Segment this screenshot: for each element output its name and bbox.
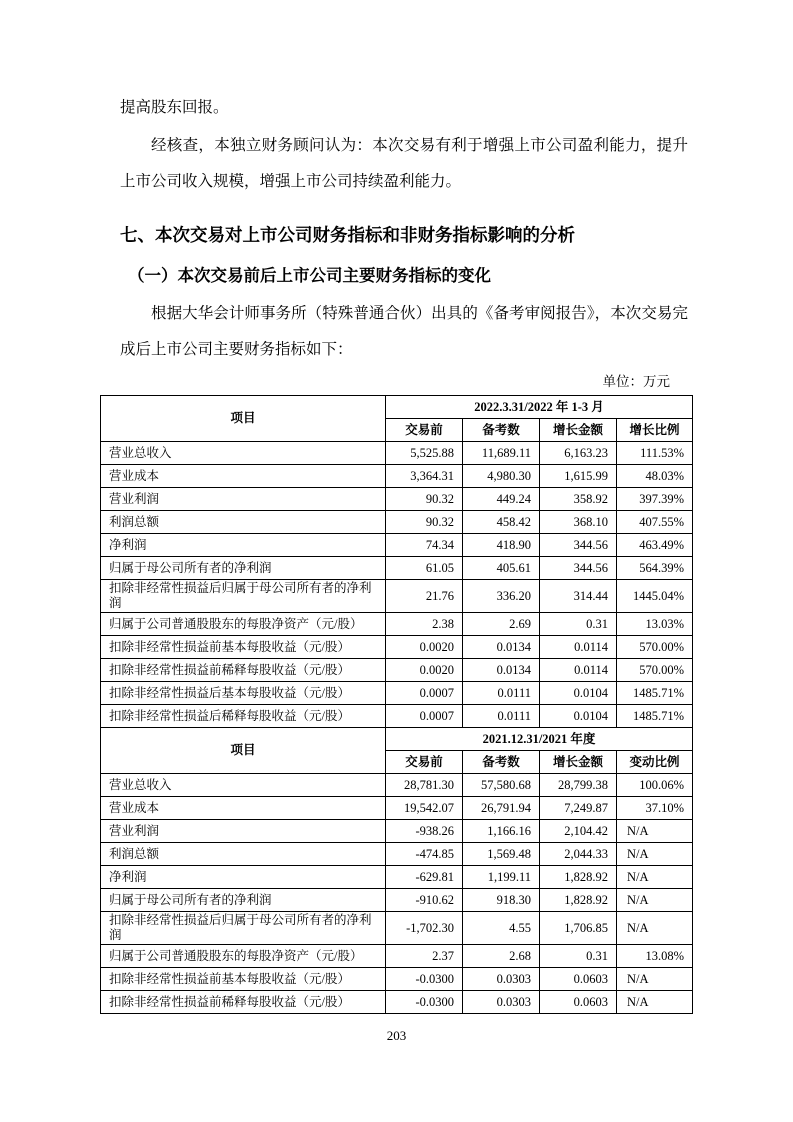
table-row — [101, 843, 693, 866]
value-cell: 458.42 — [463, 511, 540, 534]
value-cell: 11,689.11 — [463, 442, 540, 465]
value-cell: 0.0603 — [540, 968, 617, 991]
row-label: 归属于公司普通股股东的每股净资产（元/股） — [101, 945, 386, 968]
paragraph-opinion: 经核查，本独立财务顾问认为：本次交易有利于增强上市公司盈利能力，提升上市公司收入规模，增强上市公司持续盈利能力。 — [120, 137, 688, 190]
value-cell: -629.81 — [386, 866, 463, 889]
value-cell: 4,980.30 — [463, 465, 540, 488]
table-row — [101, 465, 693, 488]
financial-table-body — [101, 396, 693, 1014]
value-cell: 0.0303 — [463, 991, 540, 1014]
column-header: 交易前 — [386, 419, 463, 442]
row-label: 扣除非经常性损益后归属于母公司所有者的净利润 — [101, 912, 386, 945]
value-cell: 13.08% — [617, 945, 693, 968]
value-cell: 1445.04% — [617, 580, 693, 613]
row-label: 营业利润 — [101, 820, 386, 843]
table-header-row — [101, 396, 693, 419]
value-cell: 0.31 — [540, 945, 617, 968]
row-label: 扣除非经常性损益后稀释每股收益（元/股） — [101, 705, 386, 728]
value-cell: 0.0303 — [463, 968, 540, 991]
row-label: 营业总收入 — [101, 774, 386, 797]
table-row — [101, 945, 693, 968]
value-cell: N/A — [617, 843, 693, 866]
value-cell: 368.10 — [540, 511, 617, 534]
value-cell: 26,791.94 — [463, 797, 540, 820]
value-cell: 0.0007 — [386, 682, 463, 705]
value-cell: 100.06% — [617, 774, 693, 797]
value-cell: 2.37 — [386, 945, 463, 968]
row-label: 利润总额 — [101, 843, 386, 866]
value-cell: 5,525.88 — [386, 442, 463, 465]
page-number: 203 — [386, 1028, 407, 1043]
value-cell: 1,828.92 — [540, 866, 617, 889]
value-cell: 570.00% — [617, 636, 693, 659]
value-cell: 344.56 — [540, 534, 617, 557]
table-row — [101, 968, 693, 991]
row-label: 净利润 — [101, 866, 386, 889]
value-cell: -1,702.30 — [386, 912, 463, 945]
value-cell: 0.0111 — [463, 682, 540, 705]
value-cell: 28,781.30 — [386, 774, 463, 797]
value-cell: 2.69 — [463, 613, 540, 636]
value-cell: 13.03% — [617, 613, 693, 636]
table-row — [101, 774, 693, 797]
value-cell: -0.0300 — [386, 991, 463, 1014]
value-cell: 1,199.11 — [463, 866, 540, 889]
row-label: 扣除非经常性损益后基本每股收益（元/股） — [101, 682, 386, 705]
value-cell: 336.20 — [463, 580, 540, 613]
section-heading: 七、本次交易对上市公司财务指标和非财务指标影响的分析 — [120, 225, 575, 245]
table-row — [101, 682, 693, 705]
value-cell: 1,706.85 — [540, 912, 617, 945]
value-cell: 2,104.42 — [540, 820, 617, 843]
value-cell: N/A — [617, 889, 693, 912]
column-header: 备考数 — [463, 419, 540, 442]
row-label: 归属于母公司所有者的净利润 — [101, 889, 386, 912]
value-cell: 407.55% — [617, 511, 693, 534]
value-cell: N/A — [617, 968, 693, 991]
value-cell: 0.0020 — [386, 636, 463, 659]
row-label: 扣除非经常性损益前稀释每股收益（元/股） — [101, 659, 386, 682]
value-cell: 0.0114 — [540, 636, 617, 659]
value-cell: 57,580.68 — [463, 774, 540, 797]
row-label: 净利润 — [101, 534, 386, 557]
item-column-header: 项目 — [101, 396, 386, 442]
period-header: 2022.3.31/2022 年 1-3 月 — [386, 396, 693, 419]
value-cell: 21.76 — [386, 580, 463, 613]
column-header: 备考数 — [463, 751, 540, 774]
value-cell: 37.10% — [617, 797, 693, 820]
unit-label: 单位：万元 — [602, 374, 670, 389]
value-cell: 344.56 — [540, 557, 617, 580]
table-header-row — [101, 728, 693, 751]
financial-indicators-table — [100, 395, 693, 1014]
table-row — [101, 820, 693, 843]
value-cell: 4.55 — [463, 912, 540, 945]
table-row — [101, 659, 693, 682]
row-label: 归属于公司普通股股东的每股净资产（元/股） — [101, 613, 386, 636]
column-header: 增长金额 — [540, 419, 617, 442]
table-row — [101, 636, 693, 659]
value-cell: 90.32 — [386, 488, 463, 511]
table-row — [101, 705, 693, 728]
value-cell: 449.24 — [463, 488, 540, 511]
table-row — [101, 991, 693, 1014]
value-cell: 61.05 — [386, 557, 463, 580]
table-row — [101, 580, 693, 613]
value-cell: 564.39% — [617, 557, 693, 580]
row-label: 利润总额 — [101, 511, 386, 534]
table-row — [101, 912, 693, 945]
value-cell: 0.0020 — [386, 659, 463, 682]
value-cell: 918.30 — [463, 889, 540, 912]
value-cell: -0.0300 — [386, 968, 463, 991]
row-label: 扣除非经常性损益前稀释每股收益（元/股） — [101, 991, 386, 1014]
value-cell: 111.53% — [617, 442, 693, 465]
value-cell: 0.31 — [540, 613, 617, 636]
value-cell: 7,249.87 — [540, 797, 617, 820]
value-cell: 28,799.38 — [540, 774, 617, 797]
table-row — [101, 866, 693, 889]
value-cell: 0.0007 — [386, 705, 463, 728]
value-cell: 2.68 — [463, 945, 540, 968]
value-cell: 3,364.31 — [386, 465, 463, 488]
value-cell: -910.62 — [386, 889, 463, 912]
row-label: 营业利润 — [101, 488, 386, 511]
value-cell: 90.32 — [386, 511, 463, 534]
row-label: 营业成本 — [101, 465, 386, 488]
value-cell: N/A — [617, 866, 693, 889]
value-cell: 2.38 — [386, 613, 463, 636]
value-cell: 1,569.48 — [463, 843, 540, 866]
row-label: 扣除非经常性损益前基本每股收益（元/股） — [101, 968, 386, 991]
value-cell: 48.03% — [617, 465, 693, 488]
value-cell: 463.49% — [617, 534, 693, 557]
period-header: 2021.12.31/2021 年度 — [386, 728, 693, 751]
value-cell: 0.0603 — [540, 991, 617, 1014]
value-cell: 1,828.92 — [540, 889, 617, 912]
value-cell: 1485.71% — [617, 705, 693, 728]
value-cell: 0.0114 — [540, 659, 617, 682]
value-cell: N/A — [617, 991, 693, 1014]
value-cell: -938.26 — [386, 820, 463, 843]
table-row — [101, 613, 693, 636]
value-cell: 570.00% — [617, 659, 693, 682]
value-cell: 397.39% — [617, 488, 693, 511]
value-cell: 0.0111 — [463, 705, 540, 728]
table-row — [101, 534, 693, 557]
table-row — [101, 797, 693, 820]
value-cell: 0.0104 — [540, 705, 617, 728]
value-cell: N/A — [617, 912, 693, 945]
value-cell: 2,044.33 — [540, 843, 617, 866]
value-cell: 1,615.99 — [540, 465, 617, 488]
value-cell: 0.0134 — [463, 659, 540, 682]
row-label: 营业总收入 — [101, 442, 386, 465]
row-label: 扣除非经常性损益前基本每股收益（元/股） — [101, 636, 386, 659]
table-row — [101, 488, 693, 511]
paragraph-first: 提高股东回报。 — [120, 99, 229, 116]
subsection-heading: （一）本次交易前后上市公司主要财务指标的变化 — [128, 266, 491, 285]
paragraph-table-intro: 根据大华会计师事务所（特殊普通合伙）出具的《备考审阅报告》，本次交易完成后上市公司主要财务指标如下： — [120, 305, 688, 358]
value-cell: 358.92 — [540, 488, 617, 511]
row-label: 扣除非经常性损益后归属于母公司所有者的净利润 — [101, 580, 386, 613]
row-label: 归属于母公司所有者的净利润 — [101, 557, 386, 580]
item-column-header: 项目 — [101, 728, 386, 774]
value-cell: 0.0134 — [463, 636, 540, 659]
value-cell: -474.85 — [386, 843, 463, 866]
column-header: 增长金额 — [540, 751, 617, 774]
table-row — [101, 511, 693, 534]
table-row — [101, 889, 693, 912]
column-header: 变动比例 — [617, 751, 693, 774]
table-row — [101, 557, 693, 580]
value-cell: 405.61 — [463, 557, 540, 580]
value-cell: 1,166.16 — [463, 820, 540, 843]
value-cell: 0.0104 — [540, 682, 617, 705]
value-cell: N/A — [617, 820, 693, 843]
row-label: 营业成本 — [101, 797, 386, 820]
value-cell: 74.34 — [386, 534, 463, 557]
value-cell: 6,163.23 — [540, 442, 617, 465]
value-cell: 1485.71% — [617, 682, 693, 705]
column-header: 交易前 — [386, 751, 463, 774]
table-row — [101, 442, 693, 465]
value-cell: 314.44 — [540, 580, 617, 613]
column-header: 增长比例 — [617, 419, 693, 442]
value-cell: 418.90 — [463, 534, 540, 557]
value-cell: 19,542.07 — [386, 797, 463, 820]
